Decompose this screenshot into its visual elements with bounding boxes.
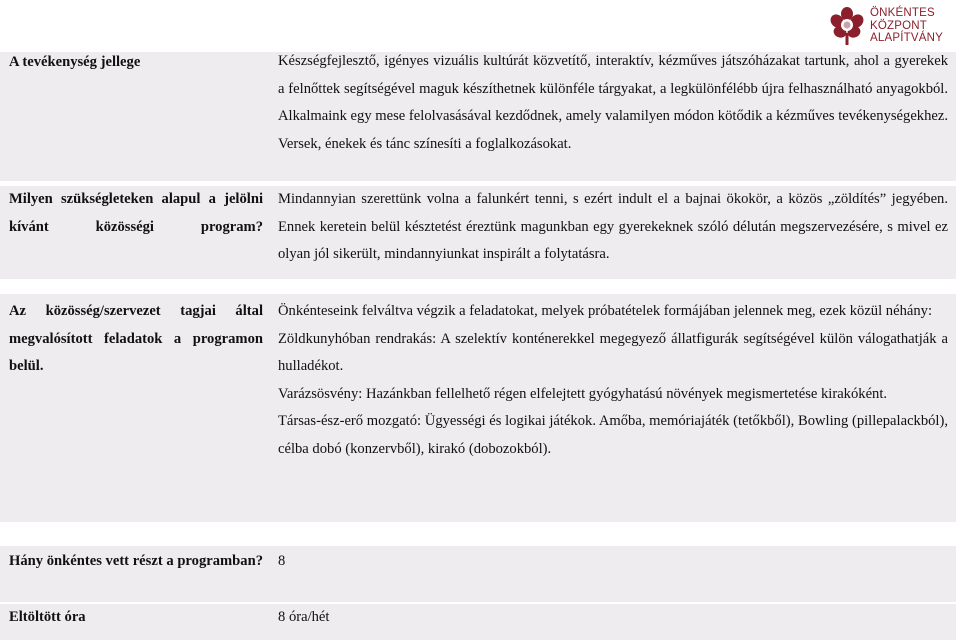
table-row (0, 52, 956, 181)
table-row (0, 186, 956, 279)
logo-line-2: KÖZPONT (870, 19, 927, 32)
row-label-tasks: Az közösség/szervezet tagjai által megvalósított feladatok a programon belül. (9, 303, 263, 374)
row-label-volunteer-count: Hány önkéntes vett részt a programban? (9, 553, 263, 569)
logo-line-3: ALAPÍTVÁNY (870, 32, 943, 44)
row-label-activity-nature: A tevékenység jellege (9, 54, 141, 70)
row-label-hours: Eltöltött óra (9, 609, 86, 625)
foundation-logo (828, 4, 960, 48)
task-paragraph: Önkénteseink felváltva végzik a feladatokat, melyek próbatételek formájában jelennek meg, ezek közül néhány: (278, 303, 933, 319)
row-value-tasks (278, 298, 948, 463)
task-paragraph: Zöldkunyhóban rendrakás: A szelektív konténerekkel megegyező állatfigurák segítségével külön válogathatják a hulladékot. (278, 330, 948, 374)
task-paragraph: Varázsösvény: Hazánkban fellelhető régen elfelejtett gyógyhatású növények megismertetése kirakóként. (278, 385, 888, 402)
row-label-needs: Milyen szükségleteken alapul a jelölni kívánt közösségi program? (9, 191, 263, 235)
row-value-needs: Mindannyian szerettünk volna a falunkért tenni, s ezért indult el a bajnai ökokör, a közös „zöldítés” jegyében. Ennek keretein belül késztetést éreztünk magunkban egy gyerekeknek szóló délután megszervezésére, s mivel ez olyan jól sikerült, mindannyiunkat inspirált a folytatásra. (278, 191, 948, 262)
table-row (0, 294, 956, 522)
table-row (0, 546, 956, 602)
table-row (0, 604, 956, 640)
logo-line-1: ÖNKÉNTES (870, 7, 935, 19)
flower-emblem-icon (828, 6, 866, 46)
row-value-activity-nature: Készségfejlesztő, igényes vizuális kultúrát közvetítő, interaktív, kézműves játszóházakat tartunk, ahol a gyerekek a felnőttek segítségével maguk készíthetnek különféle tárgyakat, a legkülönfélébb újra felhasználható anyagokból. Alkalmaink egy mese felolvasásával kezdődnek, amely valamilyen módon kötődik a kézműves tevékenységekhez. Versek, énekek és tánc színesíti a foglalkozásokat. (278, 53, 948, 152)
row-value-volunteer-count: 8 (278, 553, 286, 569)
logo-wordmark (870, 7, 960, 45)
row-value-hours: 8 óra/hét (278, 609, 330, 625)
task-paragraph: Társas-ész-erő mozgató: Ügyességi és logikai játékok. Amőba, memóriajáték (tetőkből), Bowling (pillepalackból), célba dobó (konzervből), kirakó (dobozokból). (278, 413, 948, 457)
